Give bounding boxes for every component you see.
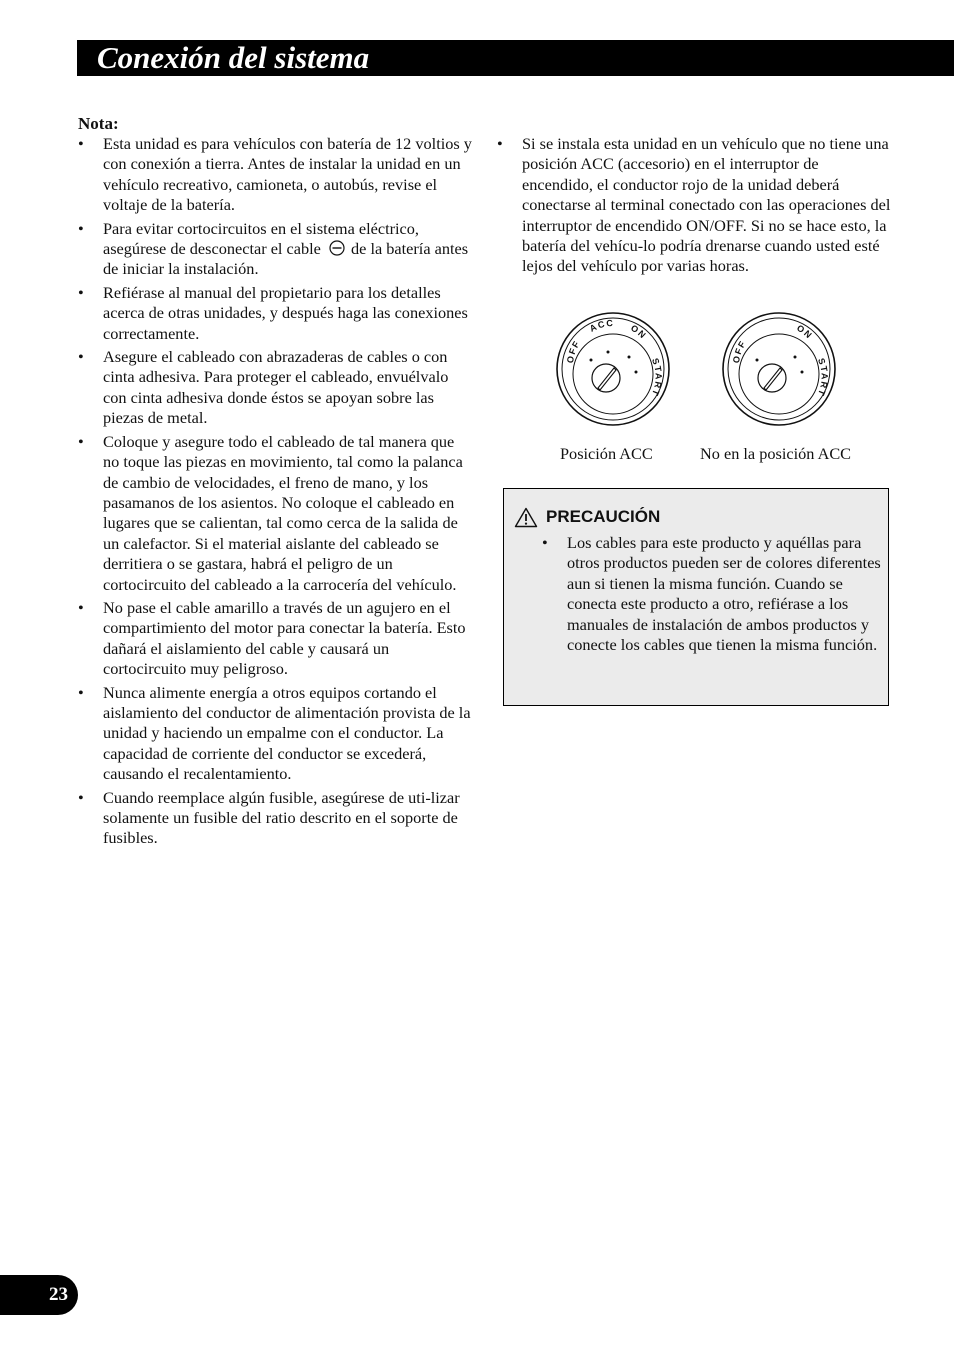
list-item-text: No pase el cable amarillo a través de un agujero en el compartimiento del motor para conectar la batería. Esto dañará el aislamiento del cable y causará un cortocircuito muy peligroso. [103, 597, 466, 679]
marking-acc: ACC [587, 317, 615, 334]
page-title: Conexión del sistema [97, 40, 370, 75]
bullet-glyph: • [78, 787, 84, 807]
caution-box [503, 488, 889, 706]
bullet-glyph: • [542, 533, 548, 552]
caution-heading [514, 505, 660, 529]
negative-terminal-icon [329, 240, 345, 256]
bullet-glyph: • [78, 218, 84, 238]
bullet-glyph: • [78, 282, 84, 302]
list-item-text: Cuando reemplace algún fusible, asegúrese de uti-lizar solamente un fusible del ratio descrito en el soporte de fusibles. [103, 787, 460, 848]
notes-column [78, 114, 473, 852]
caution-list [542, 533, 882, 658]
acc-list [497, 134, 892, 277]
caution-title: PRECAUCIÓN [546, 507, 661, 526]
marking-off: OFF [564, 338, 583, 364]
bullet-glyph: • [78, 347, 84, 367]
marking-start: START [815, 356, 830, 399]
bullet-glyph: • [78, 134, 84, 153]
list-item [78, 283, 473, 344]
header-bar [77, 40, 954, 76]
bullet-glyph: • [78, 431, 84, 451]
marking-on: ON [795, 322, 815, 342]
warning-icon [514, 507, 538, 528]
list-item [78, 598, 473, 680]
list-item [497, 134, 892, 277]
list-item [78, 134, 473, 216]
diagram-label-no-acc: No en la posición ACC [700, 444, 852, 463]
bullet-glyph: • [497, 134, 503, 153]
marking-on: ON [629, 322, 649, 342]
list-item [78, 432, 473, 595]
ignition-switch-acc-diagram [554, 310, 672, 428]
marking-start: START [649, 356, 664, 399]
bullet-glyph: • [78, 682, 84, 702]
ignition-diagrams [548, 310, 878, 470]
list-item-text: Coloque y asegure todo el cableado de tal manera que no toque las piezas en movimiento, tal como la palanca de cambio de velocidades, el freno de mano, y los pasamanos de los asientos. No coloque el cableado en lugares que se calientan, tal como cerca de la salida de un calefactor. Si el material aislante del cableado se derritiera o se gastara, habrá el peligro de un cortocircuito del cableado a la carrocería del vehículo. [103, 431, 463, 594]
marking-off: OFF [730, 338, 749, 364]
list-item [542, 533, 882, 655]
ignition-switch-no-acc-diagram [720, 310, 838, 428]
list-item-text: Si se instala esta unidad en un vehículo que no tiene una posición ACC (accesorio) en el interruptor de encendido, el conductor rojo de la unidad deberá conectarse al terminal conectado con las operaciones del interruptor de encendido ON/OFF. Si no se hace esto, la batería del vehícu-lo podría drenarse cuando usted esté lejos del vehículo por varias horas. [522, 134, 891, 276]
notes-heading: Nota: [78, 114, 119, 133]
list-item-text: Esta unidad es para vehículos con batería de 12 voltios y con conexión a tierra. Antes de instalar la unidad en un vehículo recreativo, camioneta, o autobús, revise el voltaje de la batería. [103, 134, 472, 215]
list-item-text: Refiérase al manual del propietario para los detalles acerca de otras unidades, y después haga las conexiones correctamente. [103, 282, 468, 343]
list-item [78, 788, 473, 849]
list-item-text: Para evitar cortocircuitos en el sistema eléctrico, asegúrese de desconectar el cable [103, 218, 419, 259]
page-number: 23 [49, 1284, 68, 1305]
bullet-glyph: • [78, 597, 84, 617]
page-number-tab [0, 1275, 78, 1315]
list-item-text: Asegure el cableado con abrazaderas de cables o con cinta adhesiva. Para proteger el cableado, envuélvalo con cinta adhesiva donde éstos se apoyan sobre las piezas de metal. [103, 347, 449, 428]
list-item [78, 347, 473, 429]
list-item [78, 683, 473, 785]
list-item-text: Los cables para este producto y aquéllas para otros productos pueden ser de colores diferentes aun si tienen la misma función. Cuando se conecta este producto a otro, refiérase a los manuales de instalación de ambos productos y conecte los cables que tienen la misma función. [567, 533, 881, 655]
list-item-text-continued: de la batería antes de iniciar la instalación. [103, 239, 469, 279]
diagram-label-acc: Posición ACC [560, 444, 653, 463]
list-item [78, 219, 473, 280]
notes-list [78, 134, 473, 849]
acc-column [497, 134, 892, 280]
list-item-text: Nunca alimente energía a otros equipos cortando el aislamiento del conductor de alimentación provista de la unidad y haciendo un empalme con el conductor. La capacidad de corriente del conductor se excederá, causando el recalentamiento. [103, 682, 471, 784]
